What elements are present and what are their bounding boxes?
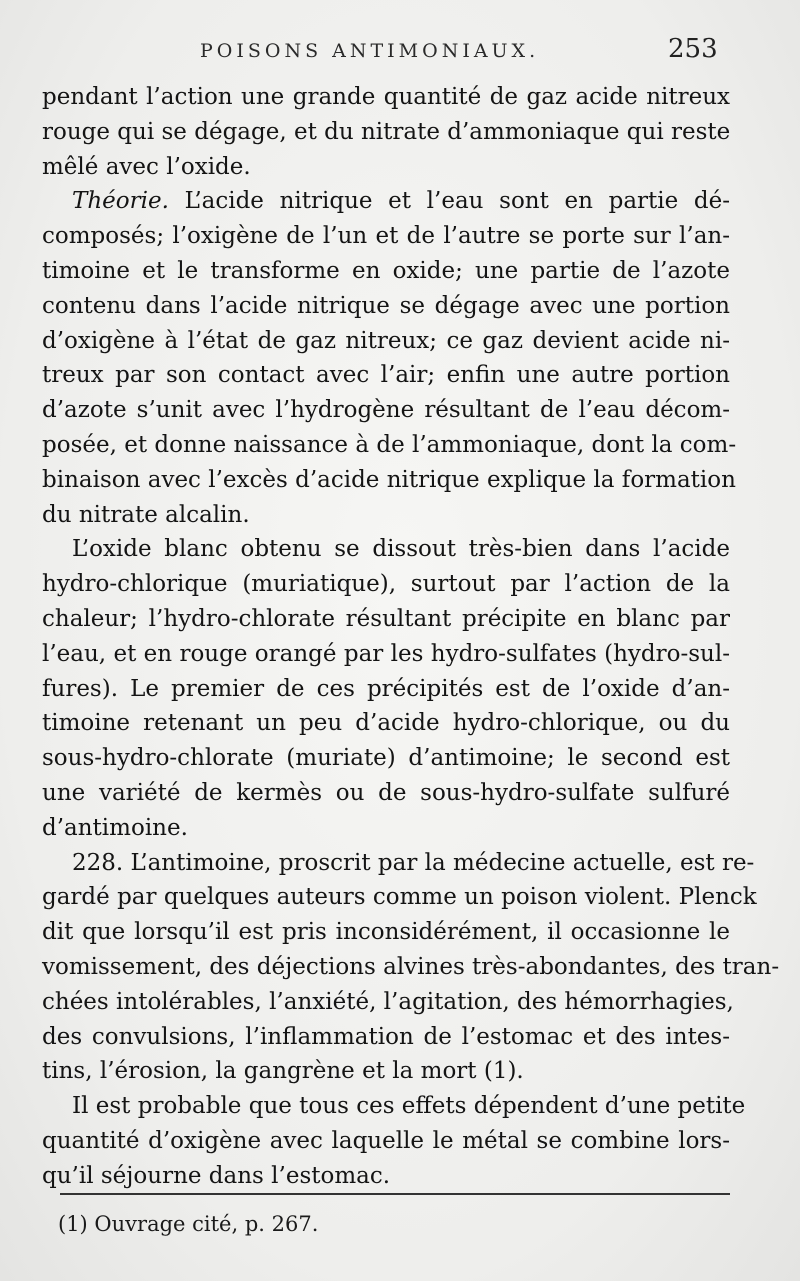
text-line: 228. L’antimoine, proscrit par la médecine actuelle, est re-: [72, 849, 755, 876]
text-line: mêlé avec l’oxide.: [42, 153, 251, 180]
page-number: 253: [668, 34, 718, 64]
text-line: chées intolérables, l’anxiété, l’agitation, des hémorrhagies,: [42, 988, 734, 1015]
text-line: hydro-chlorique (muriatique), surtout par l’action de la: [42, 571, 730, 598]
footnote: (1) Ouvrage cité, p. 267.: [58, 1212, 319, 1236]
text-line: pendant l’action une grande quantité de gaz acide nitreux: [42, 84, 730, 110]
text-line: posée, et donne naissance à de l’ammoniaque, dont la com-: [42, 431, 737, 458]
text-line: timoine retenant un peu d’acide hydro-chlorique, ou du: [42, 710, 730, 737]
text-line: dit que lorsqu’il est pris inconsidérément, il occasionne le: [42, 919, 730, 946]
text-line: Il est probable que tous ces effets dépendent d’une petite: [72, 1093, 746, 1120]
text-line: quantité d’oxigène avec laquelle le métal se combine lors-: [42, 1127, 730, 1154]
text-line: vomissement, des déjections alvines très-abondantes, des tran-: [42, 953, 780, 980]
footnote-rule: [60, 1193, 730, 1195]
text-line: composés; l’oxigène de l’un et de l’autre se porte sur l’an-: [42, 223, 730, 250]
text-line: sous-hydro-chlorate (muriate) d’antimoine; le second est: [42, 745, 730, 772]
text-line: d’oxigène à l’état de gaz nitreux; ce gaz devient acide ni-: [42, 327, 730, 354]
theorie-text: L’acide nitrique et l’eau sont en partie dé-: [184, 188, 730, 215]
text-line: fures). Le premier de ces précipités est de l’oxide d’an-: [42, 675, 730, 702]
text-line: qu’il séjourne dans l’estomac.: [42, 1162, 391, 1189]
text-line: tins, l’érosion, la gangrène et la mort (1).: [42, 1058, 524, 1085]
text-line: gardé par quelques auteurs comme un poison violent. Plenck: [42, 884, 757, 911]
text-line: timoine et le transforme en oxide; une partie de l’azote: [42, 257, 730, 284]
text-line: treux par son contact avec l’air; enfin une autre portion: [42, 362, 730, 389]
text-line: une variété de kermès ou de sous-hydro-sulfate sulfuré: [42, 779, 730, 806]
text-line: du nitrate alcalin.: [42, 501, 250, 528]
text-line: binaison avec l’excès d’acide nitrique explique la formation: [42, 466, 736, 493]
text-line: chaleur; l’hydro-chlorate résultant précipite en blanc par: [42, 605, 730, 632]
theorie-label: Théorie.: [72, 188, 169, 215]
text-line: des convulsions, l’inflammation de l’estomac et des intes-: [42, 1023, 730, 1050]
text-line: d’azote s’unit avec l’hydrogène résultant de l’eau décom-: [42, 397, 730, 424]
theorie-line: [40, 184, 730, 219]
body-text: [40, 80, 780, 1194]
text-line: d’antimoine.: [42, 814, 188, 841]
running-title: POISONS ANTIMONIAUX.: [200, 40, 540, 62]
text-line: L’oxide blanc obtenu se dissout très-bien dans l’acide: [72, 536, 730, 563]
text-line: rouge qui se dégage, et du nitrate d’ammoniaque qui reste: [42, 118, 731, 145]
text-line: contenu dans l’acide nitrique se dégage avec une portion: [42, 292, 730, 319]
text-line: l’eau, et en rouge orangé par les hydro-sulfates (hydro-sul-: [42, 640, 730, 667]
